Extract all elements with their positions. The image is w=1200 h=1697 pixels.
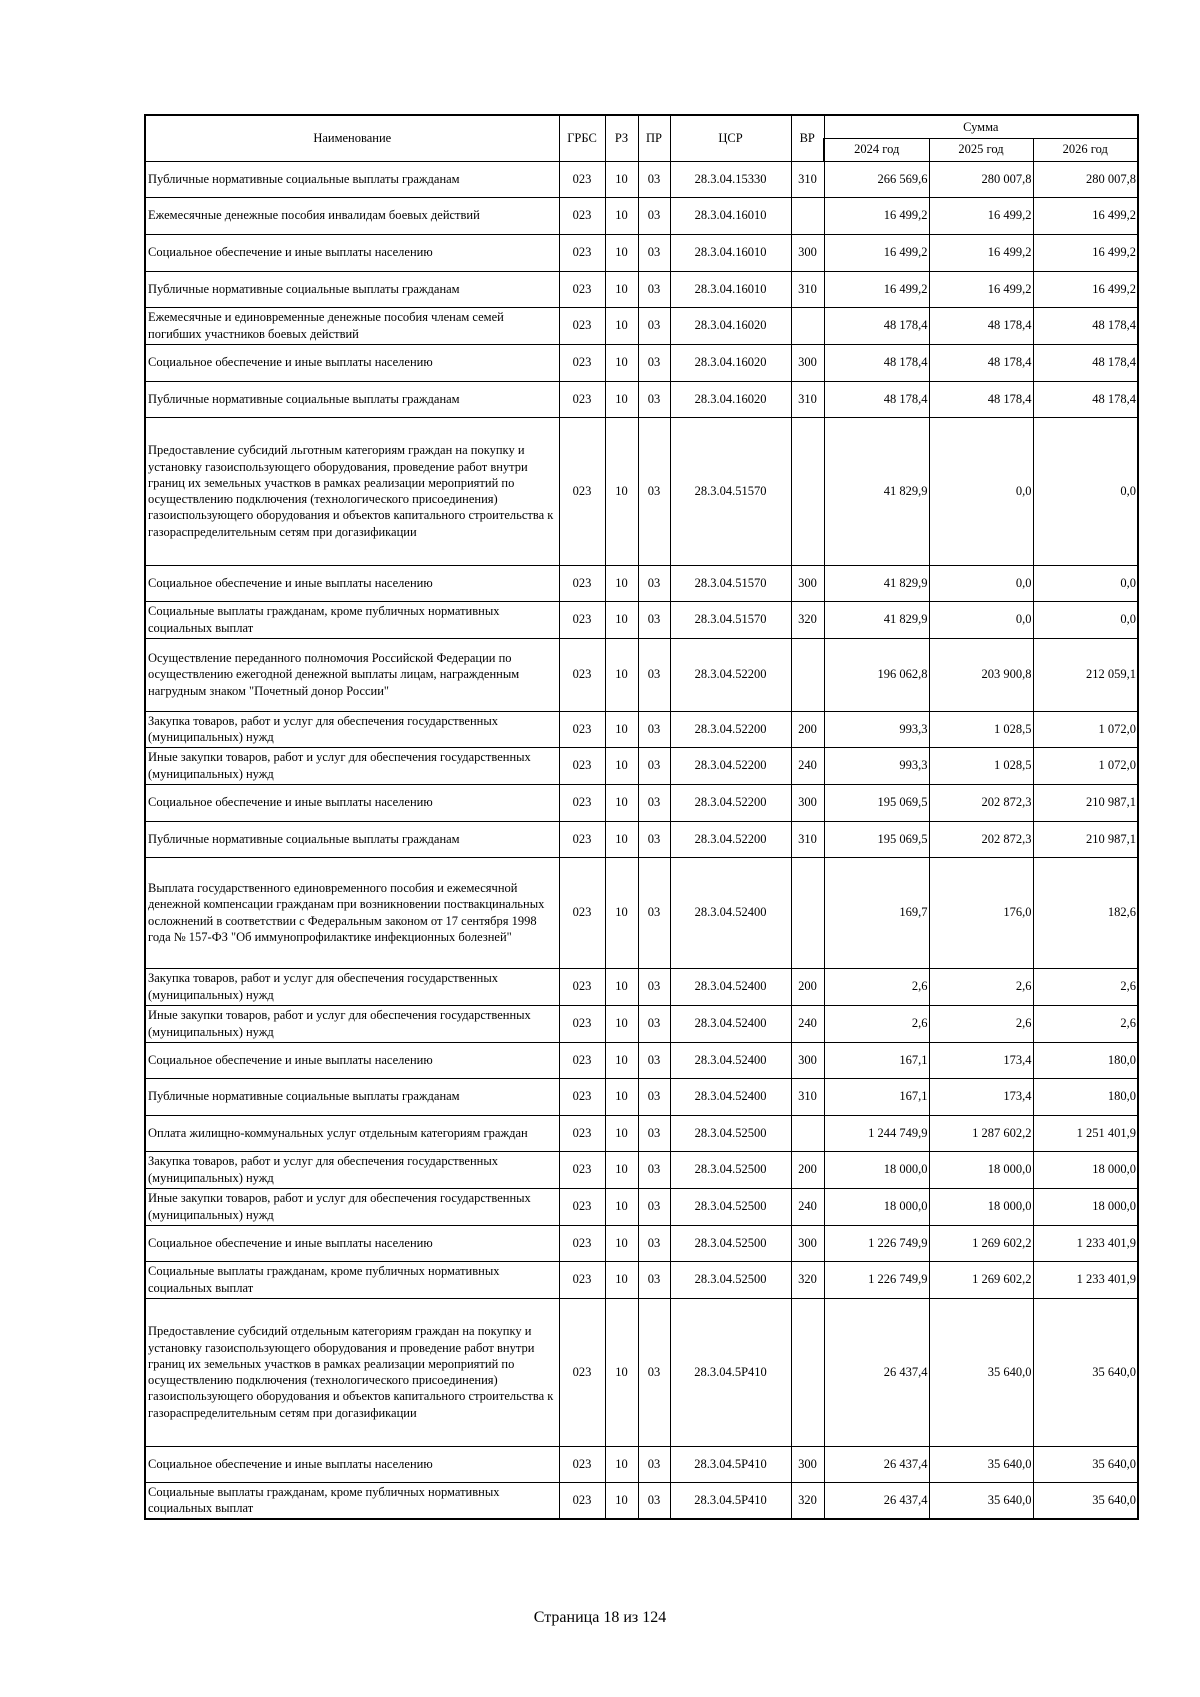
table-row — [145, 711, 1138, 747]
row-grbs: 023 — [559, 344, 605, 381]
row-name: Публичные нормативные социальные выплаты гражданам — [145, 1078, 559, 1115]
row-sum-2026: 16 499,2 — [1033, 271, 1138, 307]
row-sum-2025: 48 178,4 — [929, 344, 1033, 381]
table-row — [145, 1482, 1138, 1519]
row-rz: 10 — [605, 1446, 638, 1482]
row-vr: 300 — [791, 1446, 824, 1482]
row-csr: 28.3.04.52400 — [670, 1042, 791, 1078]
row-grbs: 023 — [559, 234, 605, 271]
row-vr: 310 — [791, 821, 824, 857]
row-sum-2025: 2,6 — [929, 968, 1033, 1005]
row-sum-2024: 1 244 749,9 — [824, 1115, 929, 1151]
row-sum-2024: 18 000,0 — [824, 1151, 929, 1188]
row-sum-2025: 35 640,0 — [929, 1298, 1033, 1446]
row-sum-2025: 203 900,8 — [929, 638, 1033, 711]
row-sum-2026: 18 000,0 — [1033, 1151, 1138, 1188]
row-grbs: 023 — [559, 307, 605, 344]
table-row — [145, 784, 1138, 821]
row-pr: 03 — [638, 234, 670, 271]
row-grbs: 023 — [559, 968, 605, 1005]
row-vr: 310 — [791, 271, 824, 307]
row-csr: 28.3.04.52200 — [670, 711, 791, 747]
table-row — [145, 1115, 1138, 1151]
row-sum-2024: 48 178,4 — [824, 381, 929, 417]
row-sum-2026: 0,0 — [1033, 417, 1138, 565]
row-sum-2024: 169,7 — [824, 857, 929, 968]
header-pr: ПР — [638, 115, 670, 161]
row-vr — [791, 1298, 824, 1446]
row-csr: 28.3.04.52500 — [670, 1115, 791, 1151]
row-sum-2026: 280 007,8 — [1033, 161, 1138, 197]
row-sum-2026: 35 640,0 — [1033, 1482, 1138, 1519]
budget-table — [144, 114, 1139, 1520]
row-pr: 03 — [638, 1482, 670, 1519]
row-sum-2025: 48 178,4 — [929, 307, 1033, 344]
row-vr: 320 — [791, 1482, 824, 1519]
row-pr: 03 — [638, 601, 670, 638]
row-csr: 28.3.04.52500 — [670, 1188, 791, 1225]
row-sum-2026: 212 059,1 — [1033, 638, 1138, 711]
row-name: Ежемесячные и единовременные денежные пособия членам семей погибших участников боевых действий — [145, 307, 559, 344]
row-name: Иные закупки товаров, работ и услуг для обеспечения государственных (муниципальных) нужд — [145, 1005, 559, 1042]
row-pr: 03 — [638, 1188, 670, 1225]
row-sum-2026: 210 987,1 — [1033, 784, 1138, 821]
row-sum-2025: 0,0 — [929, 601, 1033, 638]
row-name: Закупка товаров, работ и услуг для обеспечения государственных (муниципальных) нужд — [145, 1151, 559, 1188]
row-pr: 03 — [638, 417, 670, 565]
table-row — [145, 1446, 1138, 1482]
row-vr: 320 — [791, 1261, 824, 1298]
row-sum-2025: 1 028,5 — [929, 747, 1033, 784]
row-csr: 28.3.04.52500 — [670, 1151, 791, 1188]
row-sum-2025: 173,4 — [929, 1042, 1033, 1078]
row-sum-2024: 167,1 — [824, 1078, 929, 1115]
row-pr: 03 — [638, 968, 670, 1005]
row-sum-2025: 35 640,0 — [929, 1446, 1033, 1482]
row-sum-2024: 2,6 — [824, 968, 929, 1005]
row-pr: 03 — [638, 711, 670, 747]
row-grbs: 023 — [559, 417, 605, 565]
row-rz: 10 — [605, 344, 638, 381]
row-csr: 28.3.04.16020 — [670, 344, 791, 381]
row-sum-2024: 196 062,8 — [824, 638, 929, 711]
row-csr: 28.3.04.52200 — [670, 821, 791, 857]
row-sum-2025: 16 499,2 — [929, 197, 1033, 234]
row-pr: 03 — [638, 1042, 670, 1078]
row-rz: 10 — [605, 1482, 638, 1519]
table-row — [145, 1005, 1138, 1042]
row-rz: 10 — [605, 968, 638, 1005]
row-sum-2024: 167,1 — [824, 1042, 929, 1078]
row-rz: 10 — [605, 1298, 638, 1446]
row-pr: 03 — [638, 565, 670, 601]
row-vr: 200 — [791, 711, 824, 747]
row-name: Социальное обеспечение и иные выплаты населению — [145, 1225, 559, 1261]
row-pr: 03 — [638, 747, 670, 784]
header-year-2024: 2024 год — [824, 138, 929, 161]
row-rz: 10 — [605, 161, 638, 197]
row-pr: 03 — [638, 1225, 670, 1261]
row-sum-2026: 48 178,4 — [1033, 344, 1138, 381]
row-vr — [791, 197, 824, 234]
row-name: Выплата государственного единовременного пособия и ежемесячной денежной компенсации гражданам при возникновении поствакцинальных осложнений в соответствии с Федеральным законом от 17 сентября 1998 года № 157-ФЗ "Об иммунопрофилактике инфекционных болезней" — [145, 857, 559, 968]
table-row — [145, 1151, 1138, 1188]
row-rz: 10 — [605, 857, 638, 968]
row-name: Социальное обеспечение и иные выплаты населению — [145, 234, 559, 271]
row-name: Социальное обеспечение и иные выплаты населению — [145, 1446, 559, 1482]
row-sum-2024: 993,3 — [824, 747, 929, 784]
row-sum-2025: 0,0 — [929, 565, 1033, 601]
row-rz: 10 — [605, 381, 638, 417]
row-csr: 28.3.04.16010 — [670, 197, 791, 234]
row-sum-2026: 2,6 — [1033, 1005, 1138, 1042]
row-sum-2025: 202 872,3 — [929, 784, 1033, 821]
row-rz: 10 — [605, 821, 638, 857]
row-grbs: 023 — [559, 1078, 605, 1115]
row-grbs: 023 — [559, 1042, 605, 1078]
row-rz: 10 — [605, 565, 638, 601]
row-sum-2025: 2,6 — [929, 1005, 1033, 1042]
row-rz: 10 — [605, 271, 638, 307]
table-row — [145, 1298, 1138, 1446]
row-name: Предоставление субсидий льготным категориям граждан на покупку и установку газоиспользующего оборудования, проведение работ внутри границ их земельных участков в рамках реализации мероприятий по осуществлению подключения (технологического присоединения) газоиспользующего оборудования и объектов капитального строительства к газораспределительным сетям при догазификации — [145, 417, 559, 565]
row-sum-2026: 48 178,4 — [1033, 307, 1138, 344]
row-rz: 10 — [605, 747, 638, 784]
row-csr: 28.3.04.52200 — [670, 784, 791, 821]
row-sum-2026: 16 499,2 — [1033, 197, 1138, 234]
row-name: Социальное обеспечение и иные выплаты населению — [145, 1042, 559, 1078]
row-sum-2025: 18 000,0 — [929, 1151, 1033, 1188]
row-rz: 10 — [605, 307, 638, 344]
table-row — [145, 821, 1138, 857]
row-sum-2024: 41 829,9 — [824, 565, 929, 601]
row-sum-2025: 16 499,2 — [929, 271, 1033, 307]
header-name: Наименование — [145, 115, 559, 161]
row-sum-2025: 173,4 — [929, 1078, 1033, 1115]
table-row — [145, 271, 1138, 307]
row-rz: 10 — [605, 1078, 638, 1115]
row-vr: 300 — [791, 344, 824, 381]
row-csr: 28.3.04.16020 — [670, 381, 791, 417]
row-csr: 28.3.04.52500 — [670, 1225, 791, 1261]
row-vr: 300 — [791, 1042, 824, 1078]
row-rz: 10 — [605, 638, 638, 711]
row-name: Публичные нормативные социальные выплаты гражданам — [145, 381, 559, 417]
row-sum-2025: 1 028,5 — [929, 711, 1033, 747]
row-csr: 28.3.04.16010 — [670, 271, 791, 307]
row-pr: 03 — [638, 1078, 670, 1115]
table-row — [145, 1225, 1138, 1261]
row-sum-2024: 16 499,2 — [824, 271, 929, 307]
row-grbs: 023 — [559, 784, 605, 821]
row-sum-2025: 176,0 — [929, 857, 1033, 968]
row-csr: 28.3.04.52400 — [670, 968, 791, 1005]
row-rz: 10 — [605, 1225, 638, 1261]
row-grbs: 023 — [559, 271, 605, 307]
row-rz: 10 — [605, 1151, 638, 1188]
row-rz: 10 — [605, 1115, 638, 1151]
row-rz: 10 — [605, 601, 638, 638]
row-csr: 28.3.04.51570 — [670, 417, 791, 565]
row-name: Ежемесячные денежные пособия инвалидам боевых действий — [145, 197, 559, 234]
table-row — [145, 417, 1138, 565]
row-vr: 300 — [791, 234, 824, 271]
row-vr: 310 — [791, 161, 824, 197]
row-csr: 28.3.04.15330 — [670, 161, 791, 197]
row-sum-2024: 48 178,4 — [824, 307, 929, 344]
row-sum-2024: 26 437,4 — [824, 1298, 929, 1446]
row-sum-2024: 2,6 — [824, 1005, 929, 1042]
row-grbs: 023 — [559, 1115, 605, 1151]
row-grbs: 023 — [559, 1225, 605, 1261]
table-row — [145, 638, 1138, 711]
header-year-2026: 2026 год — [1033, 138, 1138, 161]
table-row — [145, 161, 1138, 197]
row-csr: 28.3.04.52200 — [670, 747, 791, 784]
row-vr: 300 — [791, 784, 824, 821]
row-vr: 300 — [791, 1225, 824, 1261]
row-sum-2026: 210 987,1 — [1033, 821, 1138, 857]
row-grbs: 023 — [559, 1261, 605, 1298]
row-sum-2026: 16 499,2 — [1033, 234, 1138, 271]
row-grbs: 023 — [559, 1446, 605, 1482]
row-rz: 10 — [605, 1261, 638, 1298]
row-sum-2025: 1 269 602,2 — [929, 1225, 1033, 1261]
row-sum-2025: 18 000,0 — [929, 1188, 1033, 1225]
row-name: Иные закупки товаров, работ и услуг для обеспечения государственных (муниципальных) нужд — [145, 1188, 559, 1225]
table-body — [145, 161, 1138, 1519]
row-pr: 03 — [638, 857, 670, 968]
row-csr: 28.3.04.16020 — [670, 307, 791, 344]
row-sum-2026: 1 072,0 — [1033, 747, 1138, 784]
row-sum-2024: 1 226 749,9 — [824, 1261, 929, 1298]
row-name: Публичные нормативные социальные выплаты гражданам — [145, 271, 559, 307]
row-pr: 03 — [638, 161, 670, 197]
row-name: Социальное обеспечение и иные выплаты населению — [145, 784, 559, 821]
row-rz: 10 — [605, 711, 638, 747]
row-pr: 03 — [638, 1298, 670, 1446]
row-vr: 320 — [791, 601, 824, 638]
row-name: Публичные нормативные социальные выплаты гражданам — [145, 161, 559, 197]
header-year-2025: 2025 год — [929, 138, 1033, 161]
row-sum-2024: 18 000,0 — [824, 1188, 929, 1225]
row-sum-2025: 1 287 602,2 — [929, 1115, 1033, 1151]
header-csr: ЦСР — [670, 115, 791, 161]
row-csr: 28.3.04.16010 — [670, 234, 791, 271]
row-csr: 28.3.04.5Р410 — [670, 1298, 791, 1446]
table-row — [145, 601, 1138, 638]
row-rz: 10 — [605, 234, 638, 271]
row-name: Социальное обеспечение и иные выплаты населению — [145, 565, 559, 601]
table-row — [145, 747, 1138, 784]
row-vr — [791, 307, 824, 344]
row-grbs: 023 — [559, 711, 605, 747]
row-grbs: 023 — [559, 1482, 605, 1519]
row-name: Социальные выплаты гражданам, кроме публичных нормативных социальных выплат — [145, 601, 559, 638]
row-sum-2026: 180,0 — [1033, 1078, 1138, 1115]
row-grbs: 023 — [559, 601, 605, 638]
row-sum-2024: 26 437,4 — [824, 1446, 929, 1482]
table-row — [145, 1042, 1138, 1078]
row-csr: 28.3.04.52500 — [670, 1261, 791, 1298]
row-pr: 03 — [638, 197, 670, 234]
row-pr: 03 — [638, 1115, 670, 1151]
row-rz: 10 — [605, 417, 638, 565]
row-sum-2026: 48 178,4 — [1033, 381, 1138, 417]
row-csr: 28.3.04.52400 — [670, 1005, 791, 1042]
row-csr: 28.3.04.5Р410 — [670, 1446, 791, 1482]
table-row — [145, 381, 1138, 417]
row-grbs: 023 — [559, 1188, 605, 1225]
row-vr — [791, 1115, 824, 1151]
header-grbs: ГРБС — [559, 115, 605, 161]
table-header — [145, 115, 1138, 161]
row-grbs: 023 — [559, 1151, 605, 1188]
row-vr: 240 — [791, 1188, 824, 1225]
row-grbs: 023 — [559, 747, 605, 784]
row-name: Социальные выплаты гражданам, кроме публичных нормативных социальных выплат — [145, 1261, 559, 1298]
row-sum-2025: 16 499,2 — [929, 234, 1033, 271]
row-pr: 03 — [638, 271, 670, 307]
row-pr: 03 — [638, 1151, 670, 1188]
row-sum-2025: 1 269 602,2 — [929, 1261, 1033, 1298]
row-pr: 03 — [638, 821, 670, 857]
row-csr: 28.3.04.51570 — [670, 565, 791, 601]
row-grbs: 023 — [559, 857, 605, 968]
row-sum-2026: 1 072,0 — [1033, 711, 1138, 747]
row-vr: 200 — [791, 968, 824, 1005]
row-pr: 03 — [638, 784, 670, 821]
row-sum-2024: 48 178,4 — [824, 344, 929, 381]
row-grbs: 023 — [559, 161, 605, 197]
table-row — [145, 234, 1138, 271]
row-vr — [791, 638, 824, 711]
table-row — [145, 197, 1138, 234]
row-sum-2024: 26 437,4 — [824, 1482, 929, 1519]
row-sum-2025: 0,0 — [929, 417, 1033, 565]
row-name: Предоставление субсидий отдельным категориям граждан на покупку и установку газоиспользующего оборудования и проведение работ внутри границ их земельных участков в рамках реализации мероприятий по осуществлению подключения (технологического присоединения) газоиспользующего оборудования и объектов капитального строительства к газораспределительным сетям при догазификации — [145, 1298, 559, 1446]
row-sum-2026: 0,0 — [1033, 565, 1138, 601]
row-name: Осуществление переданного полномочия Российской Федерации по осуществлению ежегодной денежной выплаты лицам, награжденным нагрудным знаком "Почетный донор России" — [145, 638, 559, 711]
table-row — [145, 565, 1138, 601]
row-grbs: 023 — [559, 197, 605, 234]
row-vr: 240 — [791, 1005, 824, 1042]
row-sum-2025: 35 640,0 — [929, 1482, 1033, 1519]
row-sum-2026: 2,6 — [1033, 968, 1138, 1005]
table-row — [145, 857, 1138, 968]
table-row — [145, 1261, 1138, 1298]
row-grbs: 023 — [559, 565, 605, 601]
row-name: Иные закупки товаров, работ и услуг для обеспечения государственных (муниципальных) нужд — [145, 747, 559, 784]
row-pr: 03 — [638, 1005, 670, 1042]
row-pr: 03 — [638, 381, 670, 417]
row-grbs: 023 — [559, 381, 605, 417]
row-pr: 03 — [638, 1261, 670, 1298]
row-grbs: 023 — [559, 638, 605, 711]
table-row — [145, 1078, 1138, 1115]
row-csr: 28.3.04.5Р410 — [670, 1482, 791, 1519]
row-sum-2026: 35 640,0 — [1033, 1446, 1138, 1482]
row-rz: 10 — [605, 784, 638, 821]
page-number: Страница 18 из 124 — [533, 1609, 667, 1626]
row-grbs: 023 — [559, 1005, 605, 1042]
row-sum-2024: 1 226 749,9 — [824, 1225, 929, 1261]
row-sum-2024: 41 829,9 — [824, 601, 929, 638]
row-pr: 03 — [638, 344, 670, 381]
row-sum-2026: 182,6 — [1033, 857, 1138, 968]
row-grbs: 023 — [559, 821, 605, 857]
row-rz: 10 — [605, 1042, 638, 1078]
row-vr — [791, 857, 824, 968]
row-sum-2026: 1 233 401,9 — [1033, 1225, 1138, 1261]
row-vr: 300 — [791, 565, 824, 601]
row-sum-2025: 202 872,3 — [929, 821, 1033, 857]
row-sum-2026: 1 251 401,9 — [1033, 1115, 1138, 1151]
header-vr: ВР — [791, 115, 824, 161]
row-pr: 03 — [638, 307, 670, 344]
row-sum-2025: 48 178,4 — [929, 381, 1033, 417]
row-vr: 240 — [791, 747, 824, 784]
row-sum-2026: 18 000,0 — [1033, 1188, 1138, 1225]
header-rz: РЗ — [605, 115, 638, 161]
row-csr: 28.3.04.52400 — [670, 857, 791, 968]
row-sum-2024: 41 829,9 — [824, 417, 929, 565]
header-sum: Сумма — [824, 115, 1138, 138]
row-sum-2025: 280 007,8 — [929, 161, 1033, 197]
row-sum-2026: 1 233 401,9 — [1033, 1261, 1138, 1298]
row-sum-2026: 0,0 — [1033, 601, 1138, 638]
row-rz: 10 — [605, 1188, 638, 1225]
row-pr: 03 — [638, 1446, 670, 1482]
row-name: Закупка товаров, работ и услуг для обеспечения государственных (муниципальных) нужд — [145, 968, 559, 1005]
table-row — [145, 307, 1138, 344]
row-sum-2024: 266 569,6 — [824, 161, 929, 197]
row-rz: 10 — [605, 197, 638, 234]
row-sum-2026: 180,0 — [1033, 1042, 1138, 1078]
table-row — [145, 968, 1138, 1005]
row-vr — [791, 417, 824, 565]
row-pr: 03 — [638, 638, 670, 711]
table-row — [145, 344, 1138, 381]
row-name: Закупка товаров, работ и услуг для обеспечения государственных (муниципальных) нужд — [145, 711, 559, 747]
row-vr: 200 — [791, 1151, 824, 1188]
row-name: Оплата жилищно-коммунальных услуг отдельным категориям граждан — [145, 1115, 559, 1151]
row-name: Публичные нормативные социальные выплаты гражданам — [145, 821, 559, 857]
table-row — [145, 1188, 1138, 1225]
row-vr: 310 — [791, 381, 824, 417]
row-grbs: 023 — [559, 1298, 605, 1446]
row-sum-2024: 993,3 — [824, 711, 929, 747]
row-csr: 28.3.04.52400 — [670, 1078, 791, 1115]
row-csr: 28.3.04.51570 — [670, 601, 791, 638]
row-rz: 10 — [605, 1005, 638, 1042]
row-sum-2024: 195 069,5 — [824, 784, 929, 821]
row-sum-2024: 195 069,5 — [824, 821, 929, 857]
row-name: Социальные выплаты гражданам, кроме публичных нормативных социальных выплат — [145, 1482, 559, 1519]
row-sum-2026: 35 640,0 — [1033, 1298, 1138, 1446]
row-csr: 28.3.04.52200 — [670, 638, 791, 711]
row-sum-2024: 16 499,2 — [824, 234, 929, 271]
row-sum-2024: 16 499,2 — [824, 197, 929, 234]
row-vr: 310 — [791, 1078, 824, 1115]
row-name: Социальное обеспечение и иные выплаты населению — [145, 344, 559, 381]
